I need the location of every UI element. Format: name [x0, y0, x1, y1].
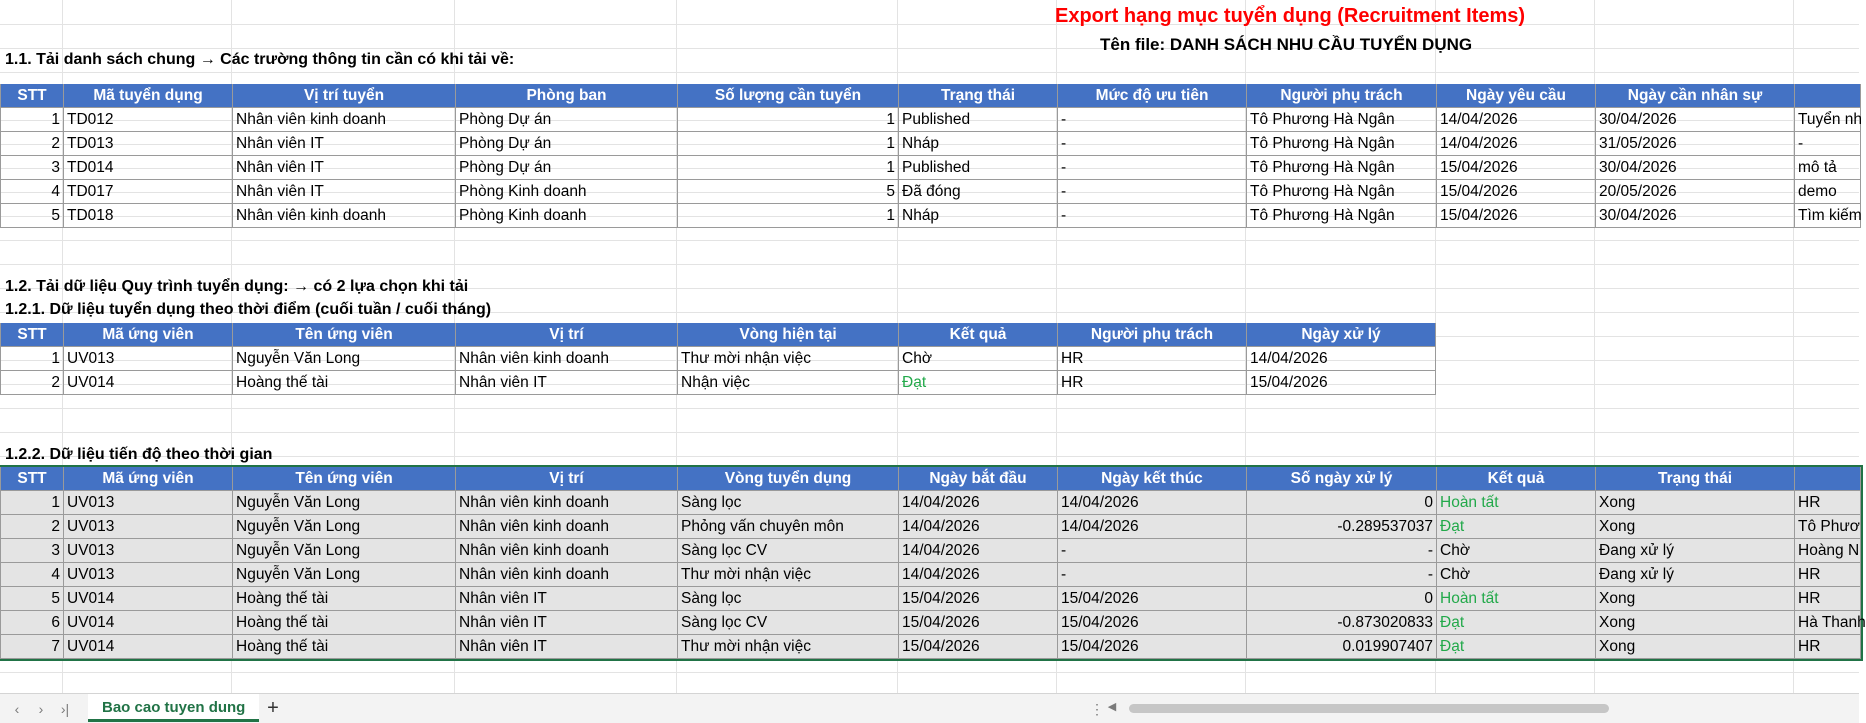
table-cell[interactable]: Hoàn tất	[1437, 587, 1596, 611]
column-header: Vòng tuyển dụng	[678, 467, 899, 491]
table-cell[interactable]: Phòng Kinh doanh	[456, 204, 678, 228]
table-cell[interactable]: Tô Phươ	[1795, 515, 1861, 539]
column-header: Trạng thái	[1596, 467, 1795, 491]
table-cell[interactable]: 5	[1, 587, 64, 611]
table-cell[interactable]: 2	[1, 132, 64, 156]
table-cell[interactable]: -	[1247, 563, 1437, 587]
table-cell[interactable]: 30/04/2026	[1596, 204, 1795, 228]
table-cell[interactable]: Hoàng thế tài	[233, 587, 456, 611]
column-header: Mã ứng viên	[64, 323, 233, 347]
table-cell[interactable]: 4	[1, 180, 64, 204]
table-cell[interactable]: Sàng lọc CV	[678, 611, 899, 635]
table-cell[interactable]: UV014	[64, 611, 233, 635]
table-cell[interactable]: Phòng Dự án	[456, 132, 678, 156]
column-header	[1795, 467, 1861, 491]
add-sheet-button[interactable]: +	[267, 697, 279, 719]
table-cell[interactable]: 15/04/2026	[1058, 587, 1247, 611]
table-cell[interactable]: Đã đóng	[899, 180, 1058, 204]
column-header: Ngày xử lý	[1247, 323, 1436, 347]
table-cell[interactable]: 15/04/2026	[899, 587, 1058, 611]
scroll-prev-sheet-icon[interactable]: ›	[38, 701, 44, 717]
table-cell[interactable]: 14/04/2026	[1058, 491, 1247, 515]
table-cell[interactable]: Xong	[1596, 587, 1795, 611]
column-header: Vị trí	[456, 323, 678, 347]
table-cell[interactable]: Nguyễn Văn Long	[233, 515, 456, 539]
table-cell[interactable]: -	[1058, 108, 1247, 132]
table-cell[interactable]: Published	[899, 156, 1058, 180]
column-header: Mã ứng viên	[64, 467, 233, 491]
sheet-tab-bar	[0, 693, 1859, 723]
table-cell[interactable]: Nhân viên IT	[456, 635, 678, 659]
table-cell[interactable]: -	[1058, 156, 1247, 180]
table-cell[interactable]: UV014	[64, 587, 233, 611]
table-cell[interactable]: Tìm kiếm	[1795, 204, 1861, 228]
table-cell[interactable]: 30/04/2026	[1596, 156, 1795, 180]
table-cell[interactable]: 14/04/2026	[899, 491, 1058, 515]
table-cell[interactable]: -0.289537037	[1247, 515, 1437, 539]
table-cell[interactable]: 14/04/2026	[899, 515, 1058, 539]
table-cell[interactable]: HR	[1795, 635, 1861, 659]
table-cell[interactable]: Nguyễn Văn Long	[233, 491, 456, 515]
table-cell[interactable]: 0	[1247, 491, 1437, 515]
table-cell[interactable]: 1	[678, 204, 899, 228]
table-cell[interactable]: 15/04/2026	[1058, 635, 1247, 659]
section-1-1-heading: 1.1. Tải danh sách chung → Các trường thông tin cần có khi tải về:	[5, 51, 515, 68]
table-cell[interactable]: Nhân viên IT	[456, 611, 678, 635]
tab-splitter-icon[interactable]: ⋮	[1090, 701, 1104, 717]
table-cell[interactable]: Tô Phương Hà Ngân	[1247, 180, 1437, 204]
table-cell[interactable]: Hoàng thế tài	[233, 635, 456, 659]
table-cell[interactable]: Đạt	[899, 371, 1058, 395]
table-cell[interactable]: UV014	[64, 635, 233, 659]
column-header: Trạng thái	[899, 84, 1058, 108]
page-title: Export hạng mục tuyển dụng (Recruitment Items)	[1055, 5, 1526, 27]
column-header: Vị trí tuyển	[233, 84, 456, 108]
table-cell[interactable]: Nhân viên kinh doanh	[456, 347, 678, 371]
table-cell[interactable]: -	[1058, 132, 1247, 156]
table-cell[interactable]: mô tả	[1795, 156, 1861, 180]
table-cell[interactable]: UV014	[64, 371, 233, 395]
table-cell[interactable]: Hoàng thế tài	[233, 371, 456, 395]
table-cell[interactable]: 1	[678, 108, 899, 132]
table-cell[interactable]: 15/04/2026	[1437, 156, 1596, 180]
table-cell[interactable]: 15/04/2026	[1058, 611, 1247, 635]
table-cell[interactable]: HR	[1058, 347, 1247, 371]
table-cell[interactable]: Nhân viên kinh doanh	[233, 204, 456, 228]
table-cell[interactable]: Nhân viên kinh doanh	[233, 108, 456, 132]
column-header: Người phụ trách	[1247, 84, 1437, 108]
table-cell[interactable]: Tô Phương Hà Ngân	[1247, 132, 1437, 156]
table-cell[interactable]: Tuyển nh	[1795, 108, 1861, 132]
table-cell[interactable]: Nhân viên kinh doanh	[456, 563, 678, 587]
scroll-last-sheet-icon[interactable]: ›|	[60, 701, 70, 717]
scroll-first-sheet-icon[interactable]: ‹	[14, 701, 20, 717]
table-cell[interactable]: Nguyễn Văn Long	[233, 347, 456, 371]
table-cell[interactable]: Đang xử lý	[1596, 563, 1795, 587]
sheet-tab-bao-cao[interactable]: Bao cao tuyen dung	[88, 694, 259, 722]
table-cell[interactable]: UV013	[64, 563, 233, 587]
horizontal-scrollbar[interactable]	[1095, 702, 1859, 714]
table-cell[interactable]: Nhân viên kinh doanh	[456, 515, 678, 539]
column-header: Kết quả	[1437, 467, 1596, 491]
table-cell[interactable]: Thư mời nhận việc	[678, 347, 899, 371]
table-cell[interactable]: Nháp	[899, 204, 1058, 228]
section-1-2-1-heading: 1.2.1. Dữ liệu tuyển dụng theo thời điểm (cuối tuần / cuối tháng)	[5, 301, 492, 318]
table-cell[interactable]: 14/04/2026	[1437, 108, 1596, 132]
table-cell[interactable]: Nhân viên IT	[233, 132, 456, 156]
column-header	[1795, 84, 1861, 108]
table-cell[interactable]: Hoàn tất	[1437, 491, 1596, 515]
table-cell[interactable]: Nhân viên IT	[456, 371, 678, 395]
recruitment-progress-table	[0, 467, 1866, 659]
column-header: Tên ứng viên	[233, 323, 456, 347]
table-cell[interactable]: 4	[1, 563, 64, 587]
table-cell[interactable]: 3	[1, 156, 64, 180]
recruitment-snapshot-table	[0, 323, 1436, 395]
table-cell[interactable]: Hoàng thế tài	[233, 611, 456, 635]
column-header: Kết quả	[899, 323, 1058, 347]
table-cell[interactable]: HR	[1795, 491, 1861, 515]
table-cell[interactable]: -	[1058, 204, 1247, 228]
column-header: Ngày cần nhân sự	[1596, 84, 1795, 108]
table-cell[interactable]: HR	[1795, 587, 1861, 611]
table-cell[interactable]: TD012	[64, 108, 233, 132]
table-cell[interactable]: Nguyễn Văn Long	[233, 563, 456, 587]
table-cell[interactable]: demo	[1795, 180, 1861, 204]
column-header: Mức độ ưu tiên	[1058, 84, 1247, 108]
table-cell[interactable]: Sàng lọc CV	[678, 539, 899, 563]
table-cell[interactable]: TD017	[64, 180, 233, 204]
table-cell[interactable]: 6	[1, 611, 64, 635]
table-cell[interactable]: 0.019907407	[1247, 635, 1437, 659]
table-cell[interactable]: Đạt	[1437, 515, 1596, 539]
table-cell[interactable]: Tô Phương Hà Ngân	[1247, 108, 1437, 132]
table-cell[interactable]: 14/04/2026	[1437, 132, 1596, 156]
table-cell[interactable]: UV013	[64, 539, 233, 563]
table-cell[interactable]: Thư mời nhận việc	[678, 635, 899, 659]
table-cell[interactable]: -	[1247, 539, 1437, 563]
scroll-left-icon[interactable]: ◀	[1107, 701, 1117, 713]
table-cell[interactable]: TD013	[64, 132, 233, 156]
table-cell[interactable]: Published	[899, 108, 1058, 132]
table-cell[interactable]: 1	[1, 491, 64, 515]
column-header: Mã tuyển dụng	[64, 84, 233, 108]
column-header: Ngày yêu cầu	[1437, 84, 1596, 108]
column-header: Ngày kết thúc	[1058, 467, 1247, 491]
column-header: Người phụ trách	[1058, 323, 1247, 347]
table-cell[interactable]: Xong	[1596, 611, 1795, 635]
table-cell[interactable]: Nháp	[899, 132, 1058, 156]
table-cell[interactable]: Đạt	[1437, 635, 1596, 659]
file-name-label: Tên file: DANH SÁCH NHU CẦU TUYỂN DỤNG	[1100, 35, 1473, 54]
column-header: Số lượng cần tuyển	[678, 84, 899, 108]
table-cell[interactable]: Hoàng N	[1795, 539, 1861, 563]
table-cell[interactable]: Tô Phương Hà Ngân	[1247, 156, 1437, 180]
table-cell[interactable]: Phỏng vấn chuyên môn	[678, 515, 899, 539]
table-cell[interactable]: 3	[1, 539, 64, 563]
table-cell[interactable]: Sàng lọc	[678, 491, 899, 515]
table-cell[interactable]: Nhận việc	[678, 371, 899, 395]
table-cell[interactable]: Nhân viên IT	[456, 587, 678, 611]
table-cell[interactable]: 14/04/2026	[899, 563, 1058, 587]
table-cell[interactable]: UV013	[64, 515, 233, 539]
column-header: Vòng hiện tại	[678, 323, 899, 347]
section-1-2-heading: 1.2. Tải dữ liệu Quy trình tuyển dụng: → có 2 lựa chọn khi tải	[5, 278, 469, 295]
table-cell[interactable]: 1	[1, 347, 64, 371]
table-cell[interactable]: 2	[1, 515, 64, 539]
table-cell[interactable]: Hà Thanh	[1795, 611, 1861, 635]
table-cell[interactable]: Xong	[1596, 515, 1795, 539]
table-cell[interactable]: 14/04/2026	[1247, 347, 1436, 371]
scrollbar-thumb[interactable]	[1129, 704, 1609, 713]
recruitment-needs-table	[0, 84, 1861, 228]
column-header: STT	[1, 84, 64, 108]
table-cell[interactable]: Nguyễn Văn Long	[233, 539, 456, 563]
table-cell[interactable]: 5	[1, 204, 64, 228]
table-cell[interactable]: 15/04/2026	[1437, 204, 1596, 228]
table-cell[interactable]: Chờ	[899, 347, 1058, 371]
table-cell[interactable]: 1	[678, 132, 899, 156]
table-cell[interactable]: Sàng lọc	[678, 587, 899, 611]
table-cell[interactable]: Xong	[1596, 635, 1795, 659]
table-cell[interactable]: Phòng Dự án	[456, 108, 678, 132]
table-cell[interactable]: UV013	[64, 491, 233, 515]
column-header: Vị trí	[456, 467, 678, 491]
table-cell[interactable]: UV013	[64, 347, 233, 371]
table-cell[interactable]: 15/04/2026	[899, 611, 1058, 635]
table-cell[interactable]: Nhân viên kinh doanh	[456, 491, 678, 515]
table-cell[interactable]: Chờ	[1437, 539, 1596, 563]
column-header: Tên ứng viên	[233, 467, 456, 491]
table-cell[interactable]: 14/04/2026	[899, 539, 1058, 563]
table-cell[interactable]: 1	[678, 156, 899, 180]
table-cell[interactable]: Phòng Dự án	[456, 156, 678, 180]
table-cell[interactable]: 1	[1, 108, 64, 132]
table-cell[interactable]: Tô Phương Hà Ngân	[1247, 204, 1437, 228]
table-cell[interactable]: 5	[678, 180, 899, 204]
table-cell[interactable]: Nhân viên IT	[233, 156, 456, 180]
section-1-2-2-heading: 1.2.2. Dữ liệu tiến độ theo thời gian	[5, 446, 273, 463]
column-header: Ngày bắt đầu	[899, 467, 1058, 491]
table-cell[interactable]: Chờ	[1437, 563, 1596, 587]
table-cell[interactable]: 14/04/2026	[1058, 515, 1247, 539]
table-cell[interactable]: HR	[1795, 563, 1861, 587]
column-header: STT	[1, 467, 64, 491]
table-cell[interactable]: -	[1058, 563, 1247, 587]
table-cell[interactable]: 0	[1247, 587, 1437, 611]
table-cell[interactable]: 30/04/2026	[1596, 108, 1795, 132]
table-cell[interactable]: 15/04/2026	[899, 635, 1058, 659]
table-cell[interactable]: -	[1058, 539, 1247, 563]
table-cell[interactable]: Nhân viên kinh doanh	[456, 539, 678, 563]
column-header: STT	[1, 323, 64, 347]
table-cell[interactable]: Đạt	[1437, 611, 1596, 635]
table-cell[interactable]: 31/05/2026	[1596, 132, 1795, 156]
table-cell[interactable]: -	[1795, 132, 1861, 156]
column-header: Số ngày xử lý	[1247, 467, 1437, 491]
table-cell[interactable]: TD014	[64, 156, 233, 180]
column-header: Phòng ban	[456, 84, 678, 108]
table-cell[interactable]: Xong	[1596, 491, 1795, 515]
table-cell[interactable]: -	[1058, 180, 1247, 204]
table-cell[interactable]: TD018	[64, 204, 233, 228]
table-cell[interactable]: 20/05/2026	[1596, 180, 1795, 204]
table-cell[interactable]: -0.873020833	[1247, 611, 1437, 635]
table-cell[interactable]: Nhân viên IT	[233, 180, 456, 204]
table-cell[interactable]: 15/04/2026	[1247, 371, 1436, 395]
table-cell[interactable]: 2	[1, 371, 64, 395]
table-cell[interactable]: Đang xử lý	[1596, 539, 1795, 563]
table-cell[interactable]: 15/04/2026	[1437, 180, 1596, 204]
table-cell[interactable]: HR	[1058, 371, 1247, 395]
table-cell[interactable]: 7	[1, 635, 64, 659]
table-cell[interactable]: Phòng Kinh doanh	[456, 180, 678, 204]
table-cell[interactable]: Thư mời nhận việc	[678, 563, 899, 587]
